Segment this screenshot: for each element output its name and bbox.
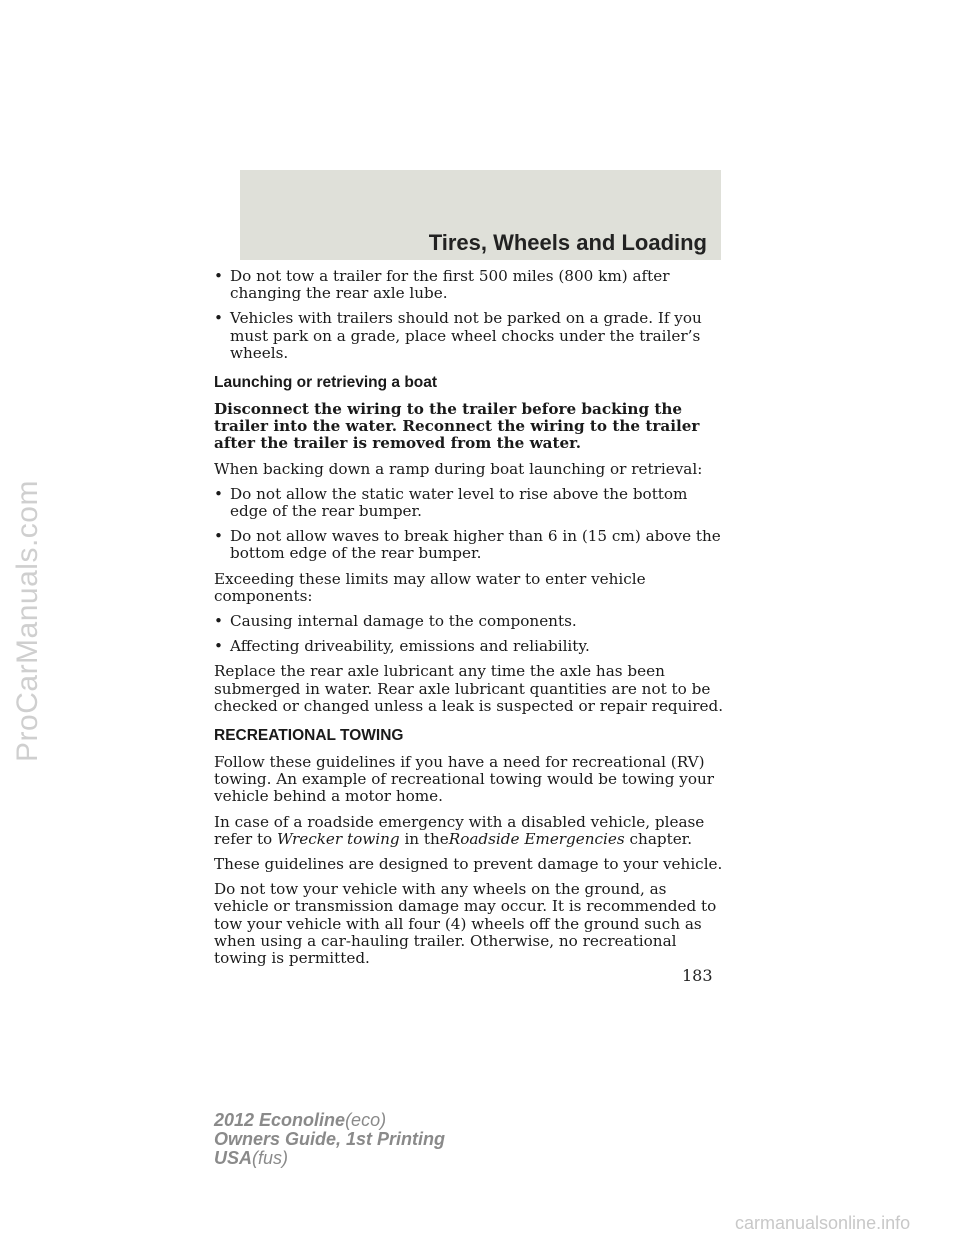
section-heading-recreational-towing: RECREATIONAL TOWING — [214, 727, 404, 745]
bullet-item — [214, 310, 724, 362]
bullet-dot: • — [214, 612, 223, 631]
chapter-title: Tires, Wheels and Loading — [428, 230, 707, 255]
bullet-dot: • — [214, 267, 223, 285]
bullet-text: Affecting driveability, emissions and reliability. — [230, 637, 590, 656]
paragraph: These guidelines are designed to prevent damage to your vehicle. — [214, 855, 723, 874]
warning-paragraph: Disconnect the wiring to the trailer before backing the trailer into the water. Reconnect the wiring to the trailer after the trailer is removed from the water. — [214, 400, 700, 453]
bullet-item — [214, 613, 724, 630]
bullet-text: Do not allow waves to break higher than 6 in (15 cm) above the bottom edge of the rear bumper. — [230, 527, 721, 563]
bullet-item — [214, 268, 724, 302]
text: In case of a roadside emergency with a disabled vehicle, please refer to — [214, 812, 705, 848]
bullet-text: Causing internal damage to the components. — [230, 612, 577, 631]
side-watermark-text: ProCarManuals.com — [11, 480, 44, 762]
page-content — [214, 268, 724, 975]
bullet-dot: • — [214, 309, 223, 328]
footer-market: USA — [214, 1148, 253, 1168]
cross-reference-roadside-emergencies: Roadside Emergencies — [448, 829, 625, 848]
bullet-text: Do not tow a trailer for the first 500 miles (800 km) after changing the rear axle lube. — [230, 267, 670, 303]
text: chapter. — [629, 829, 693, 848]
bullet-item — [214, 486, 724, 520]
paragraph-cross-reference — [214, 814, 724, 848]
footer-market-code: (fus) — [252, 1148, 289, 1168]
bullet-dot: • — [214, 637, 223, 656]
footer-line-2: Owners Guide, 1st Printing — [214, 1129, 446, 1149]
footer-model-code: (eco) — [345, 1110, 387, 1130]
footer-imprint — [214, 1111, 445, 1168]
paragraph: Exceeding these limits may allow water to enter vehicle components: — [214, 569, 646, 605]
bullet-dot: • — [214, 527, 223, 546]
footer-line-1 — [214, 1111, 445, 1130]
footer-model: 2012 Econoline — [214, 1110, 346, 1130]
paragraph: Follow these guidelines if you have a need for recreational (RV) towing. An example of recreational towing would be towing your vehicle behind a motor home. — [214, 753, 715, 806]
paragraph: When backing down a ramp during boat launching or retrieval: — [214, 459, 703, 478]
chapter-header-band — [240, 170, 721, 260]
bullet-item — [214, 638, 724, 655]
cross-reference-wrecker-towing: Wrecker towing — [277, 829, 400, 848]
paragraph: Replace the rear axle lubricant any time the axle has been submerged in water. Rear axle lubricant quantities are not to be checked or changed unless a leak is suspected or repair required. — [214, 662, 724, 715]
bullet-item — [214, 528, 724, 562]
text: in the — [404, 829, 449, 848]
paragraph: Do not tow your vehicle with any wheels on the ground, as vehicle or transmission damage may occur. It is recommended to tow your vehicle with all four (4) wheels off the ground such as when using a car-hauling trailer. Otherwise, no recreational towing is permitted. — [214, 880, 717, 968]
bullet-text: Vehicles with trailers should not be parked on a grade. If you must park on a grade, place wheel chocks under the trailer’s wheels. — [230, 309, 702, 362]
bullet-text: Do not allow the static water level to rise above the bottom edge of the rear bumper. — [230, 484, 688, 521]
page-number: 183 — [682, 966, 713, 985]
site-watermark: carmanualsonline.info — [735, 1213, 911, 1233]
bullet-dot: • — [214, 484, 223, 503]
side-watermark — [4, 0, 52, 1242]
footer-line-3 — [214, 1149, 445, 1168]
section-heading-boat: Launching or retrieving a boat — [214, 374, 438, 392]
